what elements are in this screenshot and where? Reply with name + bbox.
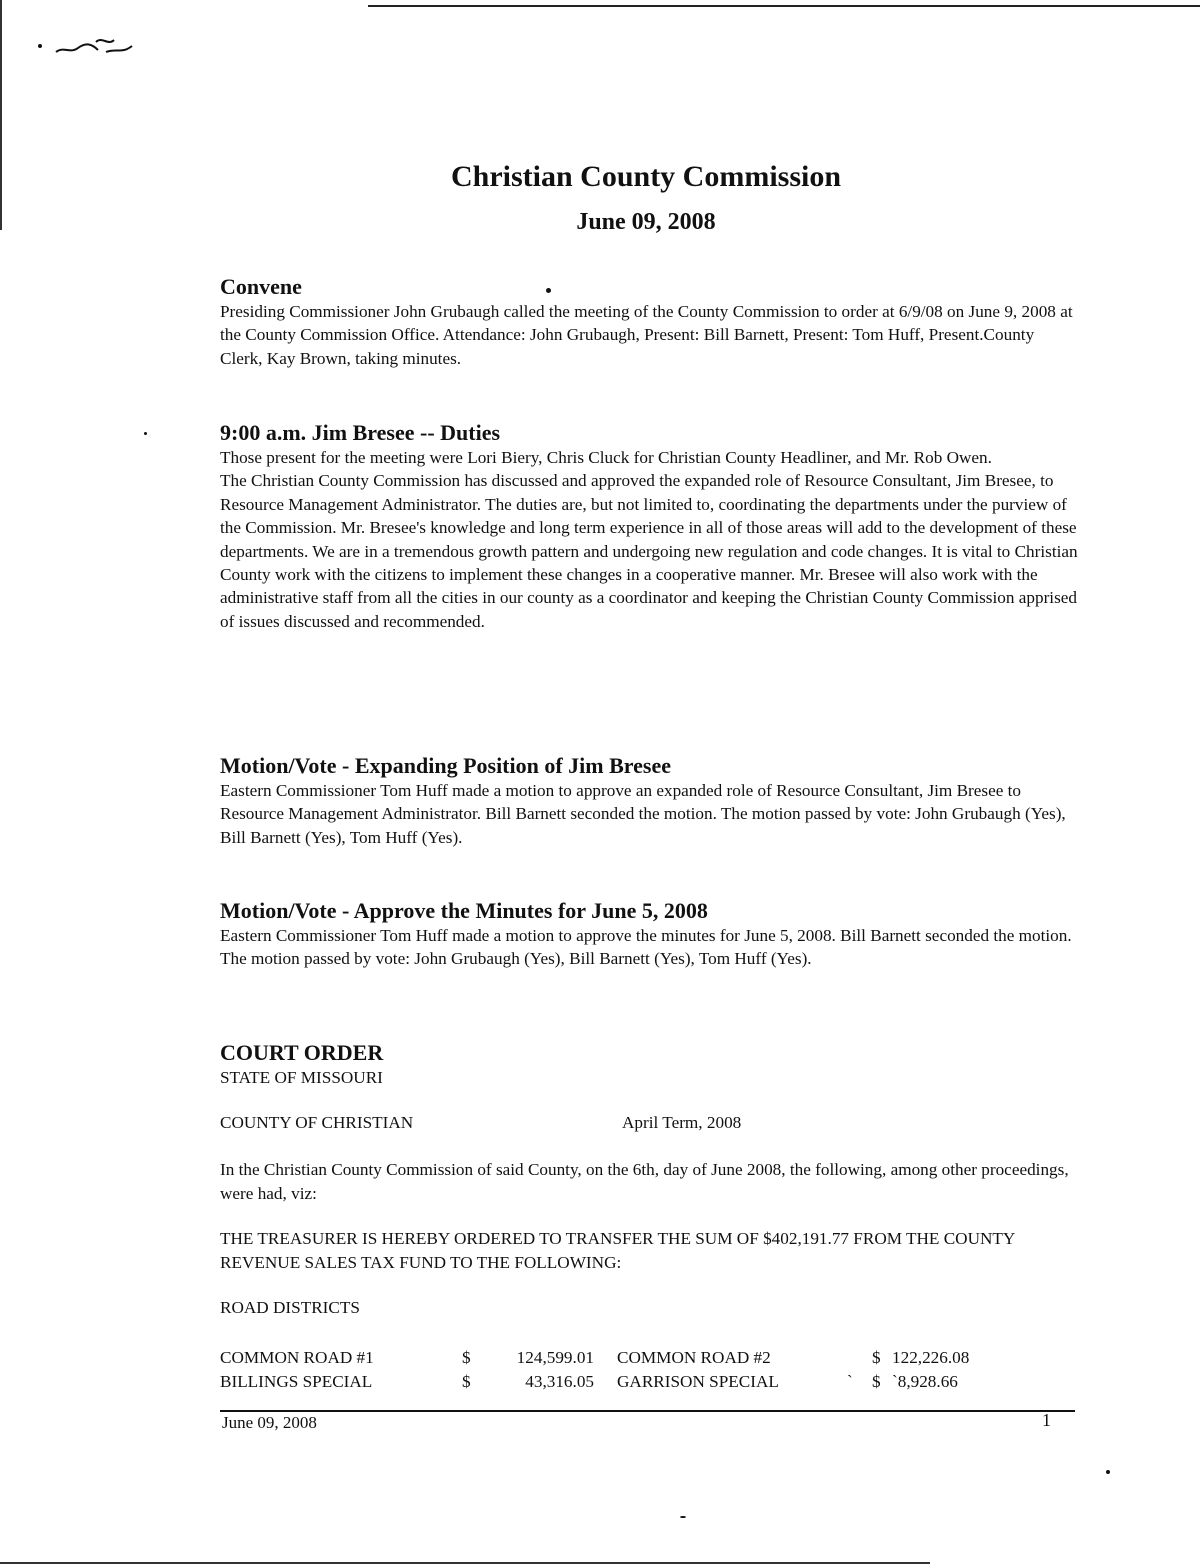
court-state: STATE OF MISSOURI — [220, 1068, 383, 1087]
section-motion-expanding-position — [220, 753, 1080, 849]
district-name: BILLINGS SPECIAL — [220, 1372, 373, 1391]
section-body: Eastern Commissioner Tom Huff made a motion to approve the minutes for June 5, 2008. Bill Barnett seconded the motion. The motion passed by vote: John Grubaugh (Yes), Bill Barnett (Yes), Tom Huff (Yes). — [220, 926, 1072, 969]
court-transfer-order: THE TREASURER IS HEREBY ORDERED TO TRANSFER THE SUM OF $402,191.77 FROM THE COUNTY REVENUE SALES TAX FUND TO THE FOLLOWING: — [220, 1229, 1015, 1272]
district-amount: 124,599.01 — [516, 1348, 594, 1367]
scan-tick-mark: ` — [847, 1372, 853, 1391]
district-amount: `8,928.66 — [892, 1372, 958, 1391]
district-name: COMMON ROAD #1 — [220, 1348, 374, 1367]
district-amount: 43,316.05 — [525, 1372, 594, 1391]
road-districts-heading: ROAD DISTRICTS — [220, 1298, 360, 1318]
scan-speck — [1106, 1470, 1110, 1474]
court-county-row — [220, 1111, 1080, 1134]
section-body: Presiding Commissioner John Grubaugh called the meeting of the County Commission to order at 6/9/08 on June 9, 2008 at the County Commission Office. Attendance: John Grubaugh, Present: Bill Barnett, Present: Tom Huff, Present.County Clerk, Kay Brown, taking minutes. — [220, 302, 1073, 368]
currency-symbol: $ — [462, 1372, 471, 1391]
scan-edge-left — [0, 0, 2, 230]
section-court-order — [220, 1040, 1080, 1319]
currency-symbol: $ — [462, 1348, 471, 1367]
scan-speck — [144, 432, 147, 435]
handwritten-mark — [36, 32, 136, 58]
section-motion-approve-minutes — [220, 898, 1080, 971]
court-county: COUNTY OF CHRISTIAN — [220, 1113, 414, 1133]
footer-divider — [220, 1410, 1075, 1412]
footer-date: June 09, 2008 — [222, 1413, 317, 1432]
section-heading: Convene — [220, 274, 302, 299]
page-number: 1 — [1042, 1410, 1051, 1430]
section-heading: Motion/Vote - Expanding Position of Jim Bresee — [220, 753, 672, 778]
section-body: The Christian County Commission has discussed and approved the expanded role of Resource Consultant, Jim Bresee, to Resource Management Administrator. The duties are, but not limited to, coordinating the departments under the purview of the Commission. Mr. Bresee's knowledge and long term experience in all of those areas will add to the development of these departments. We are in a tremendous growth pattern and undergoing new regulation and code changes. It is vital to Christian County work with the citizens to implement these changes in a cooperative manner. Mr. Bresee will also work with the administrative staff from all the cities in our county as a coordinator and keeping the Christian County Commission apprised of issues discussed and recommended. — [220, 471, 1078, 631]
section-heading: 9:00 a.m. Jim Bresee -- Duties — [220, 420, 501, 445]
section-body: Eastern Commissioner Tom Huff made a motion to approve an expanded role of Resource Consultant, Jim Bresee to Resource Management Administrator. Bill Barnett seconded the motion. The motion passed by vote: John Grubaugh (Yes), Bill Barnett (Yes), Tom Huff (Yes). — [220, 781, 1066, 847]
document-date: June 09, 2008 — [576, 209, 716, 235]
section-heading: Motion/Vote - Approve the Minutes for June 5, 2008 — [220, 898, 708, 923]
section-body: Those present for the meeting were Lori Biery, Chris Cluck for Christian County Headliner, and Mr. Rob Owen. — [220, 448, 992, 467]
table-row — [220, 1346, 1020, 1370]
scan-speck — [680, 1516, 686, 1518]
section-convene — [220, 274, 1080, 370]
scan-edge-top — [368, 5, 1200, 7]
table-row — [220, 1370, 1020, 1394]
currency-symbol: $ — [872, 1348, 881, 1367]
currency-symbol: $ — [872, 1372, 881, 1391]
court-term: April Term, 2008 — [622, 1113, 742, 1133]
district-name: GARRISON SPECIAL — [617, 1372, 779, 1391]
section-bresee-duties — [220, 420, 1080, 633]
court-proceedings: In the Christian County Commission of said County, on the 6th, day of June 2008, the following, among other proceedings, were had, viz: — [220, 1160, 1069, 1203]
district-amount: 122,226.08 — [892, 1348, 970, 1367]
scan-edge-bottom — [0, 1562, 930, 1564]
document-title: Christian County Commission — [450, 160, 842, 193]
district-name: COMMON ROAD #2 — [617, 1348, 771, 1367]
road-district-allocations — [220, 1346, 1020, 1394]
section-heading: COURT ORDER — [220, 1040, 384, 1065]
